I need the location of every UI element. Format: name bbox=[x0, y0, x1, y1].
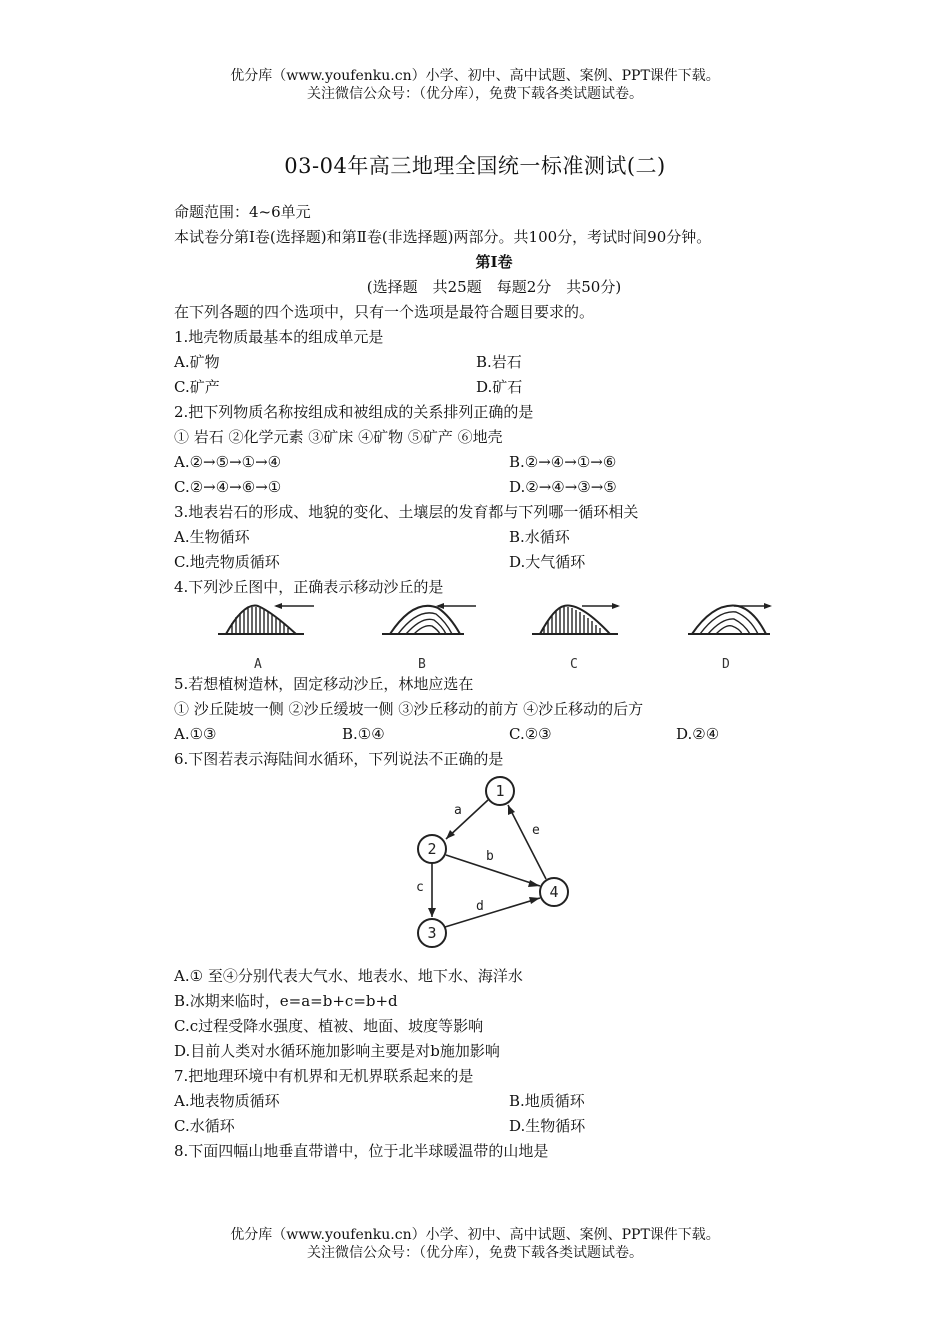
edge-d bbox=[445, 898, 540, 927]
q2-option-c: C.②→④→⑥→① bbox=[174, 478, 282, 496]
dune-c bbox=[532, 603, 620, 670]
q5-option-d: D.②④ bbox=[676, 725, 720, 743]
edge-label-b: b bbox=[486, 849, 494, 864]
q1-option-d: D.矿石 bbox=[476, 378, 523, 396]
q6-stem: 6.下图若表示海陆间水循环，下列说法不正确的是 bbox=[174, 750, 504, 768]
q5-option-c: C.②③ bbox=[509, 725, 552, 743]
footer-line-1: 优分库（www.youfenku.cn）小学、初中、高中试题、案例、PPT课件下载。 bbox=[230, 1227, 720, 1243]
edge-e bbox=[508, 805, 546, 879]
q8-stem: 8.下面四幅山地垂直带谱中，位于北半球暖温带的山地是 bbox=[174, 1142, 549, 1160]
q7-option-b: B.地质循环 bbox=[509, 1092, 585, 1110]
q2-options-row-1 bbox=[174, 450, 814, 475]
dune-b bbox=[382, 603, 476, 670]
q3-option-c: C.地壳物质循环 bbox=[174, 553, 280, 571]
q7-options-row-1 bbox=[174, 1089, 814, 1114]
q5-stem: 5.若想植树造林，固定移动沙丘，林地应选在 bbox=[174, 675, 474, 693]
water-cycle-figure bbox=[174, 772, 814, 964]
q6-option-c: C.c过程受降水强度、植被、地面、坡度等影响 bbox=[174, 1017, 484, 1035]
q6-option-b: B.冰期来临时，e=a=b+c=b+d bbox=[174, 992, 398, 1010]
q3-option-d: D.大气循环 bbox=[509, 553, 586, 571]
q1-option-a: A.矿物 bbox=[174, 353, 220, 371]
dune-label-a: A bbox=[254, 657, 262, 670]
node-3-label: 3 bbox=[427, 924, 437, 942]
instruction: 在下列各题的四个选项中，只有一个选项是最符合题目要求的。 bbox=[174, 303, 595, 321]
q2-option-b: B.②→④→①→⑥ bbox=[509, 453, 617, 471]
dune-diagrams bbox=[214, 602, 784, 670]
q5-items: ① 沙丘陡坡一侧 ②沙丘缓坡一侧 ③沙丘移动的前方 ④沙丘移动的后方 bbox=[174, 700, 644, 718]
q7-option-c: C.水循环 bbox=[174, 1117, 235, 1135]
part-subtitle: (选择题 共25题 每题2分 共50分) bbox=[366, 278, 622, 296]
q3-option-a: A.生物循环 bbox=[174, 528, 250, 546]
q7-options-row-2 bbox=[174, 1114, 814, 1139]
header-line-2: 关注微信公众号：（优分库），免费下载各类试题试卷。 bbox=[307, 86, 643, 102]
footer-line-2: 关注微信公众号：（优分库），免费下载各类试题试卷。 bbox=[307, 1245, 643, 1261]
page-title: 03-04年高三地理全国统一标准测试(二) bbox=[284, 154, 666, 178]
dune-figure bbox=[174, 602, 814, 672]
q7-option-a: A.地表物质循环 bbox=[174, 1092, 280, 1110]
node-4-label: 4 bbox=[549, 883, 559, 901]
q1-stem: 1.地壳物质最基本的组成单元是 bbox=[174, 328, 384, 346]
q1-options-row-2 bbox=[174, 375, 814, 400]
q2-stem: 2.把下列物质名称按组成和被组成的关系排列正确的是 bbox=[174, 403, 534, 421]
node-2-label: 2 bbox=[427, 840, 437, 858]
q2-option-d: D.②→④→③→⑤ bbox=[509, 478, 617, 496]
q3-stem: 3.地表岩石的形成、地貌的变化、土壤层的发育都与下列哪一循环相关 bbox=[174, 503, 639, 521]
edge-label-e: e bbox=[532, 823, 540, 838]
dune-label-d: D bbox=[722, 657, 730, 670]
edge-label-a: a bbox=[454, 803, 462, 818]
q5-options-row bbox=[174, 722, 814, 747]
q6-option-a: A.① 至④分别代表大气水、地表水、地下水、海洋水 bbox=[174, 967, 523, 985]
q2-options-row-2 bbox=[174, 475, 814, 500]
q4-stem: 4.下列沙丘图中，正确表示移动沙丘的是 bbox=[174, 578, 444, 596]
q6-option-d: D.目前人类对水循环施加影响主要是对b施加影响 bbox=[174, 1042, 500, 1060]
dune-a bbox=[218, 603, 314, 670]
dune-d bbox=[688, 603, 772, 670]
edge-label-c: c bbox=[416, 880, 424, 895]
page-footer bbox=[0, 1226, 950, 1262]
q7-option-d: D.生物循环 bbox=[509, 1117, 586, 1135]
q3-options-row-2 bbox=[174, 550, 814, 575]
q3-options-row-1 bbox=[174, 525, 814, 550]
header-line-1: 优分库（www.youfenku.cn）小学、初中、高中试题、案例、PPT课件下载。 bbox=[230, 68, 720, 84]
q5-option-a: A.①③ bbox=[174, 725, 217, 743]
q2-option-a: A.②→⑤→①→④ bbox=[174, 453, 282, 471]
q2-items: ① 岩石 ②化学元素 ③矿床 ④矿物 ⑤矿产 ⑥地壳 bbox=[174, 428, 503, 446]
exam-content bbox=[174, 200, 814, 1164]
page-header bbox=[0, 67, 950, 103]
dune-label-c: C bbox=[570, 657, 578, 670]
q3-option-b: B.水循环 bbox=[509, 528, 570, 546]
q7-stem: 7.把地理环境中有机界和无机界联系起来的是 bbox=[174, 1067, 474, 1085]
q1-option-b: B.岩石 bbox=[476, 353, 522, 371]
q1-option-c: C.矿产 bbox=[174, 378, 220, 396]
q5-option-b: B.①④ bbox=[342, 725, 385, 743]
dune-label-b: B bbox=[418, 657, 426, 670]
part-title: 第Ⅰ卷 bbox=[475, 253, 513, 271]
scope-line: 命题范围：4~6单元 bbox=[174, 203, 311, 221]
exam-description: 本试卷分第Ⅰ卷(选择题)和第Ⅱ卷(非选择题)两部分。共100分，考试时间90分钟。 bbox=[174, 228, 712, 246]
q1-options-row-1 bbox=[174, 350, 814, 375]
water-cycle-diagram bbox=[410, 772, 590, 962]
edge-label-d: d bbox=[476, 899, 484, 914]
node-1-label: 1 bbox=[495, 782, 505, 800]
